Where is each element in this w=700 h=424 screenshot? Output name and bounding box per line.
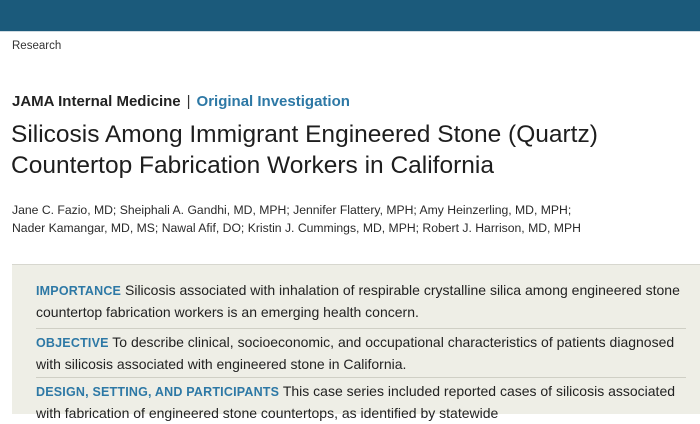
article-type: Original Investigation xyxy=(196,93,350,110)
abstract-text: To describe clinical, socioeconomic, and occupational characteristics of patients diagnosed with silicosis associated with engineered stone in California. xyxy=(36,334,675,372)
abstract-heading: IMPORTANCE xyxy=(36,284,122,298)
abstract-text: This case series included reported cases of silicosis associated with fabrication of engineered stone countertops, as identified by statewide xyxy=(36,383,676,421)
abstract-design xyxy=(36,381,691,424)
abstract-text: Silicosis associated with inhalation of respirable crystalline silica among engineered stone countertop fabrication workers is an emerging health concern. xyxy=(36,282,680,320)
title-line: Countertop Fabrication Workers in California xyxy=(11,152,494,179)
journal-line xyxy=(12,93,350,110)
abstract-heading: DESIGN, SETTING, AND PARTICIPANTS xyxy=(36,385,280,399)
article-title xyxy=(11,119,691,181)
abstract-divider xyxy=(36,328,686,329)
abstract-divider xyxy=(36,377,686,378)
author-list xyxy=(12,201,692,237)
abstract-importance xyxy=(36,280,691,323)
journal-name: JAMA Internal Medicine xyxy=(12,93,181,110)
abstract-box xyxy=(12,264,700,421)
author-line: Jane C. Fazio, MD; Sheiphali A. Gandhi, MD, MPH; Jennifer Flattery, MPH; Amy Heinzerling, MD, MPH; xyxy=(12,203,572,217)
author-line: Nader Kamangar, MD, MS; Nawal Afif, DO; Kristin J. Cummings, MD, MPH; Robert J. Harrison, MD, MPH xyxy=(12,221,581,235)
abstract-objective xyxy=(36,332,691,375)
section-label: Research xyxy=(12,40,62,52)
journal-separator: | xyxy=(186,93,191,110)
abstract-heading: OBJECTIVE xyxy=(36,336,109,350)
title-line: Silicosis Among Immigrant Engineered Stone (Quartz) xyxy=(11,121,598,148)
journal-header-band xyxy=(0,0,700,31)
header-divider xyxy=(0,31,700,32)
